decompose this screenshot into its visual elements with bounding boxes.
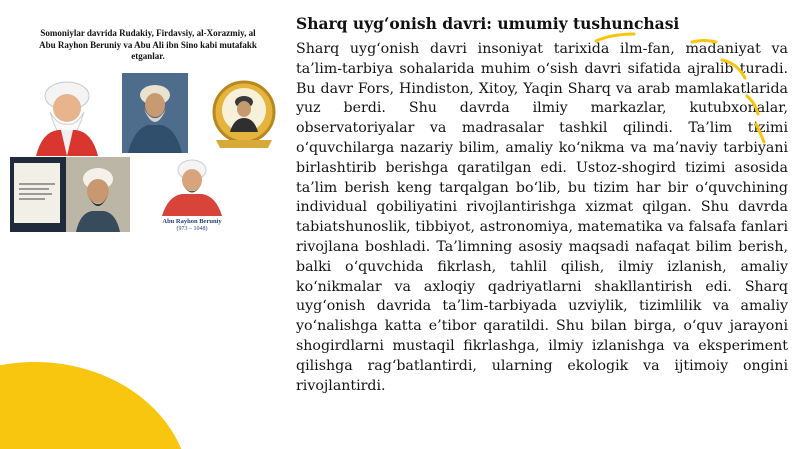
portrait-medallion <box>204 78 284 154</box>
decorative-yellow-circle <box>0 362 190 449</box>
beruniy-name: Abu Rayhon Beruniy <box>162 218 222 225</box>
portrait-firdavsiy <box>122 73 188 153</box>
portrait-rudakiy <box>28 72 106 156</box>
image-caption: Somoniylar davrida Rudakiy, Firdavsiy, al-Xorazmiy, al Abu Rayhon Beruniy va Abu Ali ibn Sino kabi mutafakk etganlar. <box>39 28 257 61</box>
beruniy-years: (973 – 1048) <box>176 226 208 232</box>
portrait-book-card <box>10 157 130 232</box>
page-title: Sharq uyg‘onish davri: umumiy tushunchasi <box>296 14 680 33</box>
portrait-beruniy <box>156 156 228 216</box>
body-text: Sharq uyg‘onish davri insoniyat tarixida ilm-fan, madaniyat va ta’lim-tarbiya sohalarida muhim o‘sish davri sifatida ajralib turadi. Bu davr Fors, Hindiston, Xitoy, Yaqin Sharq va arab mamlakatlarida yuz berdi. Shu davrda ilmiy markazlar, kutubxonalar, observatoriyalar va madrasalar tashkil qilindi. Ta’lim tizimi o‘quvchilarga nazariy bilim, amaliy ko‘nikma va ma’naviy tarbiyani birlashtirib berishga qaratilgan edi. Ustoz-shogird tizimi asosida ta’lim berish keng tarqalgan bo‘lib, bu tizim har bir o‘quvchining individual qobiliyatini rivojlantirishga xizmat qilgan. Shu davrda tabiatshunoslik, tibbiyot, astronomiya, matematika va falsafa fanlari rivojlana boshladi. Ta’limning asosiy maqsadi nafaqat bilim berish, balki o‘quvchida fikrlash, tahlil qilish, ilmiy izlanish, amaliy ko‘nikmalar va axloqiy qadriyatlarni shakllantirish edi. Sharq uyg‘onish davrida ta’lim-tarbiyada uzviylik, tizimlilik va amaliy yo‘nalishga katta e’tibor qaratildi. Shu bilan birga, o‘quv jarayoni shogirdlarni mustaqil fikrlashga, ilmiy izlanishga va eksperiment qilishga rag‘batlantirdi, ularning ekologik va ijtimoiy ongini rivojlantirdi. <box>296 41 788 394</box>
